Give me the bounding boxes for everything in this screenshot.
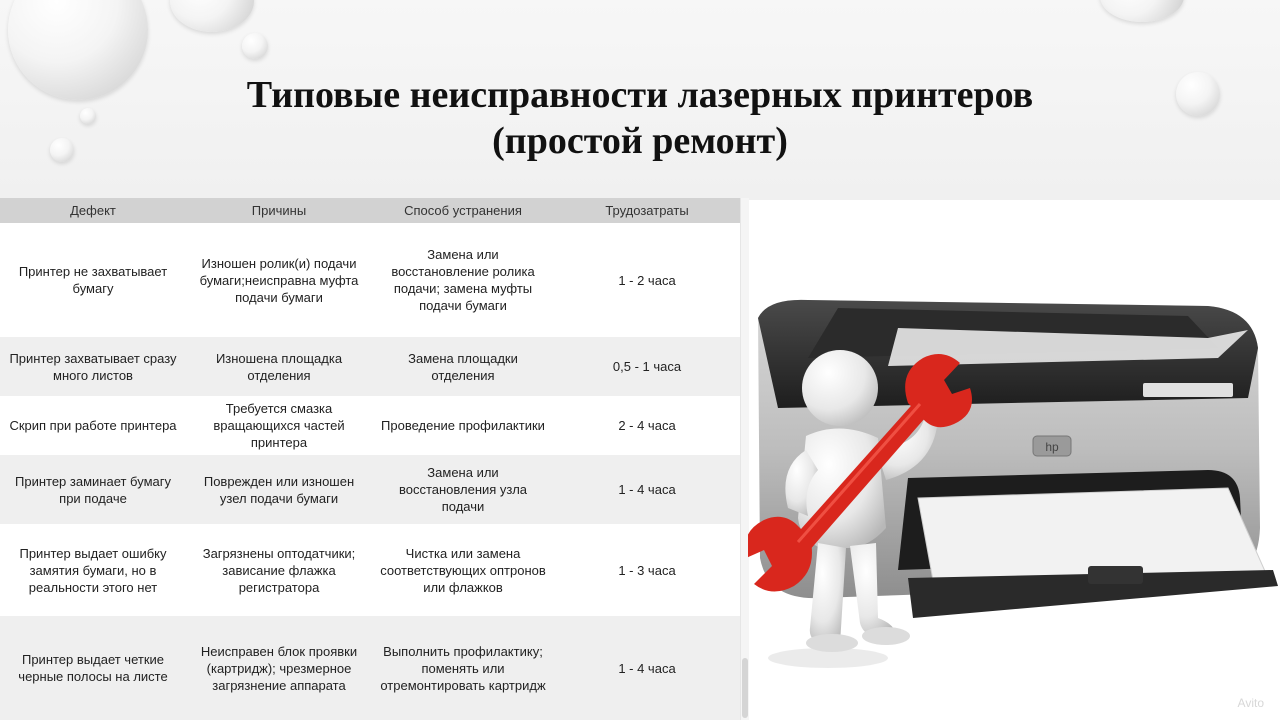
table-row [0, 455, 740, 524]
cell-labor: 1 - 4 часа [618, 660, 676, 676]
cell-labor: 1 - 3 часа [618, 562, 676, 578]
cell-labor: 2 - 4 часа [618, 418, 676, 433]
table-row [0, 396, 740, 455]
cell-defect: Принтер заминает бумагу при подаче [15, 473, 171, 506]
cell-defect: Скрип при работе принтера [9, 418, 177, 433]
cell-labor: 1 - 4 часа [618, 482, 676, 497]
water-drop-decoration [242, 33, 268, 59]
cell-defect: Принтер выдает ошибку замятия бумаги, но в реальности этого нет [19, 545, 167, 595]
title-line-1: Типовые неисправности лазерных принтеров [246, 74, 1034, 116]
table-header-row [0, 198, 740, 223]
cell-cause: Изношен ролик(и) подачи бумаги;неисправна муфта подачи бумаги [199, 255, 359, 305]
cell-defect: Принтер выдает четкие черные полосы на листе [18, 652, 168, 684]
page-title [0, 72, 1280, 164]
cell-cause: Изношена площадка отделения [215, 350, 343, 383]
cell-cause: Поврежден или изношен узел подачи бумаги [203, 473, 355, 506]
printer-brand-badge: hp [1045, 440, 1059, 454]
header-labor: Трудозатраты [605, 203, 689, 218]
header-defect: Дефект [70, 203, 116, 218]
cell-cause: Требуется смазка вращающихся частей принтера [213, 401, 345, 450]
cell-cause: Загрязнены оптодатчики; зависание флажка регистратора [202, 545, 356, 595]
table-row [0, 337, 740, 396]
cell-defect: Принтер не захватывает бумагу [18, 264, 168, 296]
watermark-text: Avito [1237, 696, 1264, 710]
faults-table [0, 198, 740, 720]
cell-defect: Принтер захватывает сразу много листов [9, 350, 177, 383]
title-line-2: (простой ремонт) [492, 120, 788, 162]
header-causes: Причины [251, 203, 307, 218]
cell-fix: Замена или восстановление ролика подачи; замена муфты подачи бумаги [391, 247, 535, 313]
table-row [0, 223, 740, 337]
cell-labor: 0,5 - 1 часа [612, 359, 682, 374]
cell-fix: Замена или восстановления узла подачи [398, 465, 528, 514]
cell-fix: Проведение профилактики [381, 418, 545, 433]
cell-labor: 1 - 2 часа [618, 272, 676, 288]
cell-fix: Выполнить профилактику; поменять или отремонтировать картридж [380, 643, 546, 693]
cell-cause: Неисправен блок проявки (картридж); чрезмерное загрязнение аппарата [200, 643, 358, 693]
table-row [0, 616, 740, 720]
cell-fix: Чистка или замена соответствующих оптронов или флажков [380, 545, 546, 595]
cell-fix: Замена площадки отделения [408, 350, 518, 383]
header-fix-method: Способ устранения [404, 203, 522, 218]
table-row [0, 524, 740, 616]
printer-repair-illustration [748, 198, 1280, 720]
